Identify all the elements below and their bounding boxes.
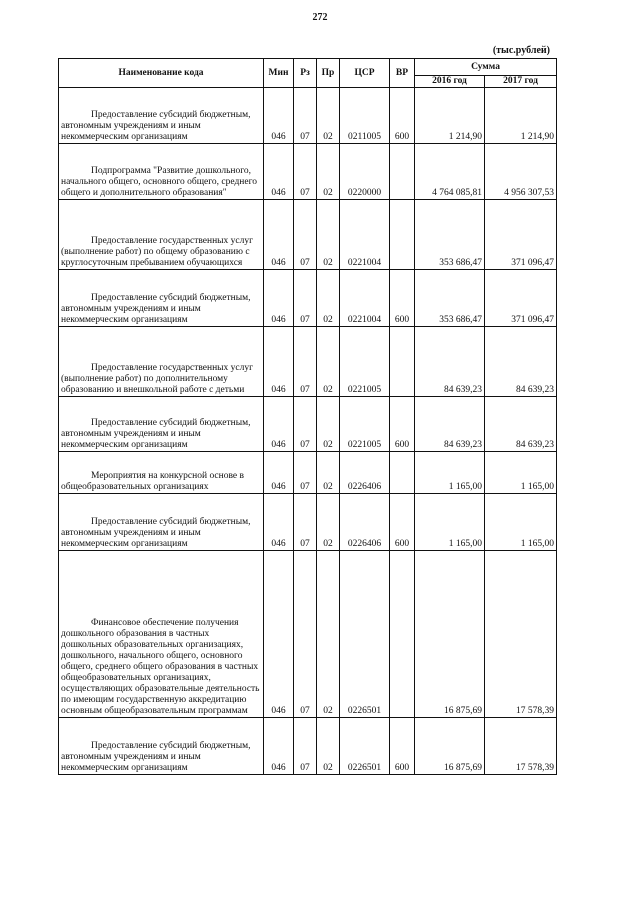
row-min: 046: [264, 718, 294, 775]
row-rz: 07: [294, 397, 317, 452]
row-csr: 0226501: [340, 718, 390, 775]
row-vr: [390, 452, 415, 494]
row-2016: 84 639,23: [415, 327, 485, 397]
row-2017: 84 639,23: [485, 397, 557, 452]
row-vr: 600: [390, 270, 415, 327]
header-sum: Сумма: [415, 59, 557, 76]
row-2016: 353 686,47: [415, 200, 485, 270]
row-csr: 0226501: [340, 551, 390, 718]
row-2016: 16 875,69: [415, 718, 485, 775]
header-rz: Рз: [294, 59, 317, 88]
header-name: Наименование кода: [59, 59, 264, 88]
header-pr: Пр: [317, 59, 340, 88]
row-vr: [390, 200, 415, 270]
row-csr: 0221005: [340, 397, 390, 452]
row-min: 046: [264, 551, 294, 718]
row-vr: 600: [390, 397, 415, 452]
table-row: [59, 551, 557, 718]
row-vr: 600: [390, 88, 415, 144]
header-min: Мин: [264, 59, 294, 88]
row-csr: 0221004: [340, 270, 390, 327]
row-2017: 1 165,00: [485, 494, 557, 551]
table-row: [59, 200, 557, 270]
row-min: 046: [264, 144, 294, 200]
row-csr: 0226406: [340, 494, 390, 551]
row-name: Предоставление государственных услуг (выполнение работ) по дополнительному образованию и внешкольной работе с детьми: [59, 327, 264, 397]
row-2016: 353 686,47: [415, 270, 485, 327]
header-vr: ВР: [390, 59, 415, 88]
row-2016: 4 764 085,81: [415, 144, 485, 200]
row-name: Подпрограмма "Развитие дошкольного, начального общего, основного общего, среднего общего и дополнительного образования": [59, 144, 264, 200]
table-row: [59, 144, 557, 200]
row-2016: 16 875,69: [415, 551, 485, 718]
row-min: 046: [264, 88, 294, 144]
row-name: Предоставление субсидий бюджетным, автономным учреждениям и иным некоммерческим организациям: [59, 718, 264, 775]
row-vr: [390, 327, 415, 397]
row-2017: 17 578,39: [485, 718, 557, 775]
row-vr: [390, 551, 415, 718]
row-rz: 07: [294, 200, 317, 270]
row-pr: 02: [317, 270, 340, 327]
row-2016: 1 165,00: [415, 494, 485, 551]
row-rz: 07: [294, 551, 317, 718]
row-min: 046: [264, 452, 294, 494]
row-name: Предоставление субсидий бюджетным, автономным учреждениям и иным некоммерческим организациям: [59, 88, 264, 144]
row-csr: 0221004: [340, 200, 390, 270]
row-min: 046: [264, 397, 294, 452]
row-rz: 07: [294, 327, 317, 397]
row-csr: 0220000: [340, 144, 390, 200]
row-name: Предоставление субсидий бюджетным, автономным учреждениям и иным некоммерческим организациям: [59, 494, 264, 551]
row-pr: 02: [317, 200, 340, 270]
row-2017: 84 639,23: [485, 327, 557, 397]
row-vr: 600: [390, 494, 415, 551]
row-2017: 4 956 307,53: [485, 144, 557, 200]
row-csr: 0226406: [340, 452, 390, 494]
row-vr: [390, 144, 415, 200]
table-row: [59, 88, 557, 144]
row-rz: 07: [294, 452, 317, 494]
table-row: [59, 452, 557, 494]
row-2017: 1 165,00: [485, 452, 557, 494]
row-min: 046: [264, 327, 294, 397]
row-pr: 02: [317, 144, 340, 200]
row-pr: 02: [317, 88, 340, 144]
budget-table: [58, 58, 557, 775]
row-name: Предоставление субсидий бюджетным, автономным учреждениям и иным некоммерческим организациям: [59, 397, 264, 452]
row-pr: 02: [317, 494, 340, 551]
table-row: [59, 270, 557, 327]
row-min: 046: [264, 200, 294, 270]
row-pr: 02: [317, 718, 340, 775]
row-2017: 17 578,39: [485, 551, 557, 718]
row-2017: 371 096,47: [485, 270, 557, 327]
row-2016: 84 639,23: [415, 397, 485, 452]
row-rz: 07: [294, 270, 317, 327]
row-min: 046: [264, 494, 294, 551]
row-2016: 1 214,90: [415, 88, 485, 144]
row-rz: 07: [294, 144, 317, 200]
row-rz: 07: [294, 88, 317, 144]
row-name: Предоставление государственных услуг (выполнение работ) по общему образованию с круглосуточным пребыванием обучающихся: [59, 200, 264, 270]
row-pr: 02: [317, 397, 340, 452]
header-csr: ЦСР: [340, 59, 390, 88]
row-name: Предоставление субсидий бюджетным, автономным учреждениям и иным некоммерческим организациям: [59, 270, 264, 327]
row-pr: 02: [317, 452, 340, 494]
table-row: [59, 494, 557, 551]
row-pr: 02: [317, 551, 340, 718]
row-vr: 600: [390, 718, 415, 775]
page-number: 272: [312, 12, 328, 23]
table-row: [59, 327, 557, 397]
header-2016: 2016 год: [415, 76, 485, 88]
row-csr: 0211005: [340, 88, 390, 144]
row-pr: 02: [317, 327, 340, 397]
units-label: (тыс.рублей): [492, 45, 550, 56]
row-2017: 371 096,47: [485, 200, 557, 270]
table-row: [59, 718, 557, 775]
row-name: Финансовое обеспечение получения дошкольного образования в частных дошкольных образовательных организациях, дошкольного, начального общего, основного общего, среднего общего образования в частных общеобразовательных организациях, осуществляющих образовательные деятельность по имеющим государственную аккредитацию основным общеобразовательным программам: [59, 551, 264, 718]
row-2016: 1 165,00: [415, 452, 485, 494]
row-2017: 1 214,90: [485, 88, 557, 144]
row-name: Мероприятия на конкурсной основе в общеобразовательных организациях: [59, 452, 264, 494]
row-csr: 0221005: [340, 327, 390, 397]
header-2017: 2017 год: [485, 76, 557, 88]
row-rz: 07: [294, 494, 317, 551]
table-row: [59, 397, 557, 452]
row-min: 046: [264, 270, 294, 327]
row-rz: 07: [294, 718, 317, 775]
